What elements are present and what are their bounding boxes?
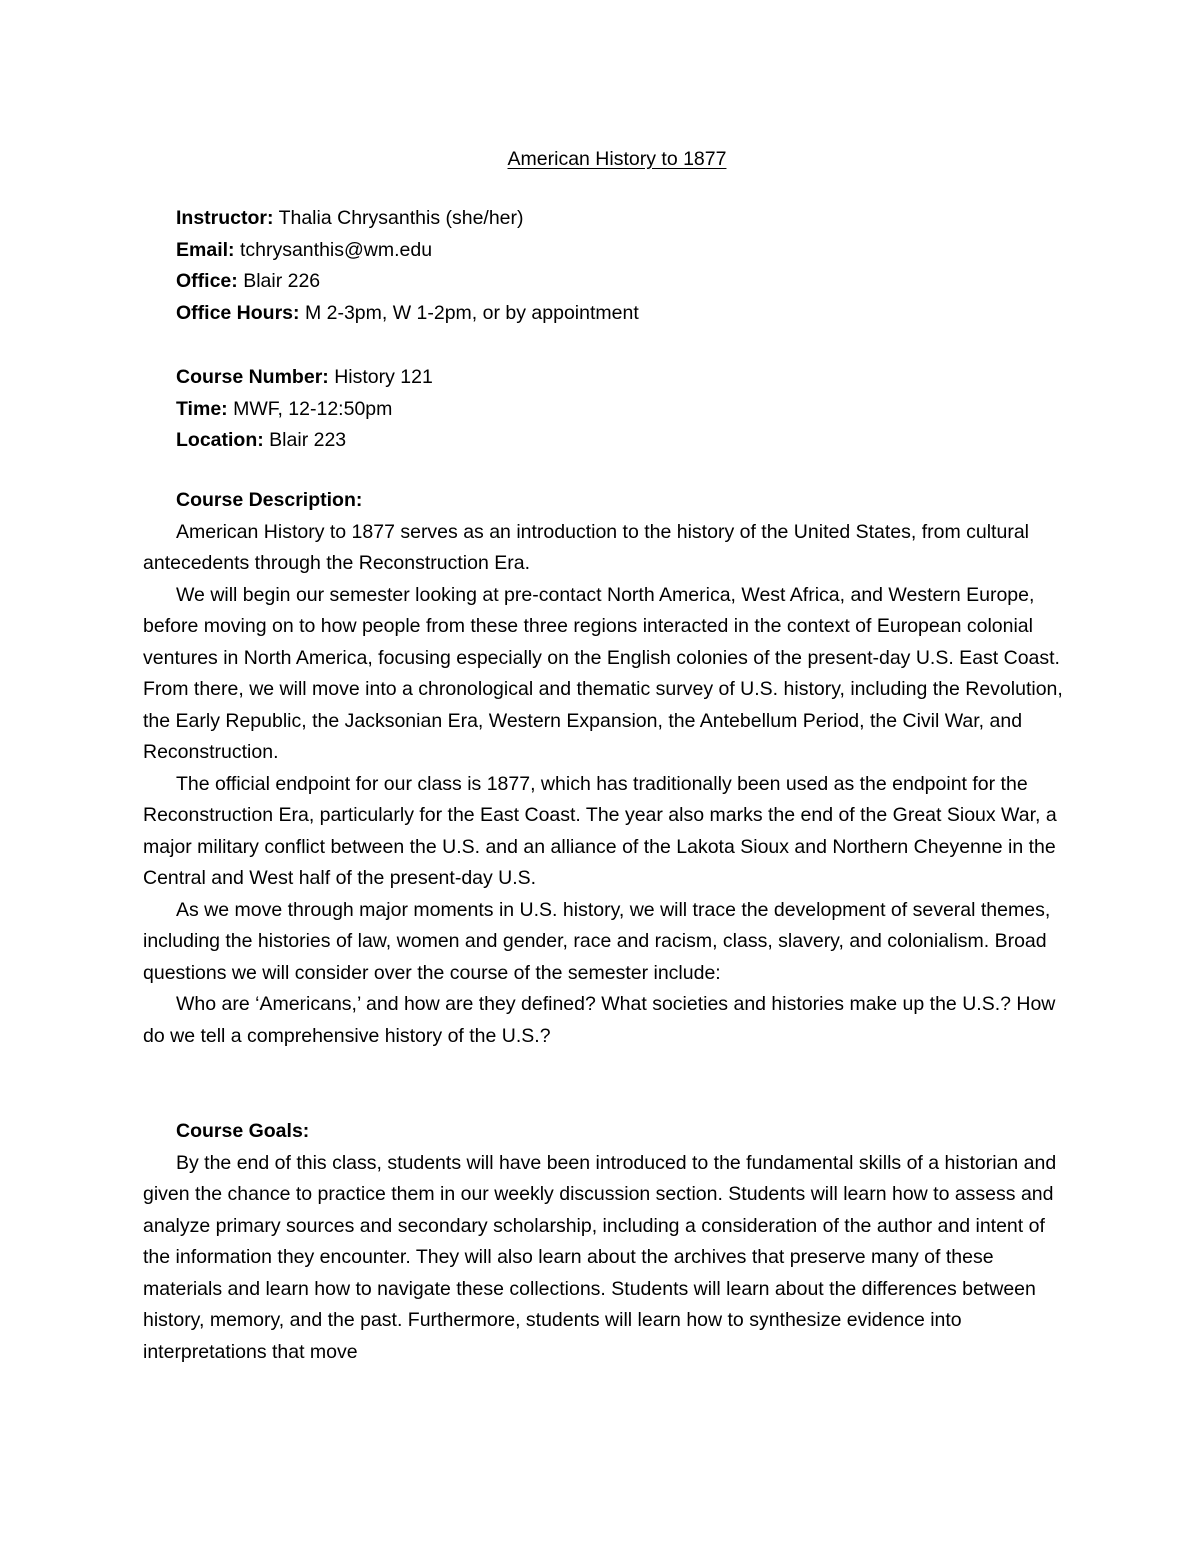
goals-paragraph: By the end of this class, students will have been introduced to the fundamental skills of a historian and given the chance to practice them in our weekly discussion section. Students will learn how to assess and analyze primary sources and secondary scholarship, including a consideration of the author and intent of the information they encounter. They will also learn about the archives that preserve many of these materials and learn how to navigate these collections. Students will learn about the differences between history, memory, and the past. Furthermore, students will learn how to synthesize evidence into interpretations that move bbox=[143, 1151, 1057, 1363]
description-paragraph: The official endpoint for our class is 1877, which has traditionally been used as the endpoint for the Reconstruction Era, particularly for the East Coast. The year also marks the end of the Great Sioux War, a major military conflict between the U.S. and an alliance of the Lakota Sioux and Northern Cheyenne in the Central and West half of the present-day U.S. bbox=[143, 772, 1057, 889]
description-paragraph: We will begin our semester looking at pre-contact North America, West Africa, and Western Europe, before moving on to how people from these three regions interacted in the context of European colonial ventures in North America, focusing especially on the English colonies of the present-day U.S. East Coast. From there, we will move into a chronological and thematic survey of U.S. history, including the Revolution, the Early Republic, the Jacksonian Era, Western Expansion, the Antebellum Period, the Civil War, and Reconstruction. bbox=[143, 583, 1063, 763]
course-number-line bbox=[176, 362, 1096, 394]
time-line bbox=[176, 394, 1096, 426]
email-label: Email: bbox=[176, 238, 235, 261]
course-goals-heading: Course Goals: bbox=[176, 1120, 310, 1142]
office-hours-line bbox=[176, 298, 1096, 330]
description-paragraph: Who are ‘Americans,’ and how are they defined? What societies and histories make up the U.S.? How do we tell a comprehensive history of the U.S.? bbox=[143, 993, 1056, 1047]
description-paragraph: American History to 1877 serves as an introduction to the history of the United States, from cultural antecedents through the Reconstruction Era. bbox=[143, 520, 1029, 574]
office-value: Blair 226 bbox=[243, 270, 321, 292]
email-line bbox=[176, 235, 1096, 267]
description-paragraph: As we move through major moments in U.S. history, we will trace the development of several themes, including the histories of law, women and gender, race and racism, class, slavery, and colonialism. Broad questions we will consider over the course of the semester include: bbox=[143, 898, 1051, 984]
email-value: tchrysanthis@wm.edu bbox=[239, 238, 433, 261]
time-value: MWF, 12-12:50pm bbox=[233, 397, 393, 420]
office-hours-value: M 2-3pm, W 1-2pm, or by appointment bbox=[304, 301, 639, 324]
office-label: Office: bbox=[176, 270, 238, 292]
office-hours-label: Office Hours: bbox=[176, 301, 300, 324]
document-title: American History to 1877 bbox=[507, 148, 727, 170]
instructor-line bbox=[176, 203, 1096, 235]
location-value: Blair 223 bbox=[269, 429, 347, 451]
instructor-value: Thalia Chrysanthis (she/her) bbox=[278, 207, 524, 229]
course-description-heading: Course Description: bbox=[176, 489, 363, 511]
instructor-label: Instructor: bbox=[176, 207, 274, 229]
course-number-label: Course Number: bbox=[176, 366, 329, 388]
course-goals-section bbox=[143, 1116, 1073, 1368]
course-number-value: History 121 bbox=[334, 366, 433, 388]
time-label: Time: bbox=[176, 397, 228, 420]
instructor-info bbox=[176, 203, 1096, 329]
office-line bbox=[176, 266, 1096, 298]
course-info bbox=[176, 362, 1096, 457]
location-line bbox=[176, 425, 1096, 457]
location-label: Location: bbox=[176, 429, 264, 451]
course-description-section bbox=[143, 485, 1073, 1052]
